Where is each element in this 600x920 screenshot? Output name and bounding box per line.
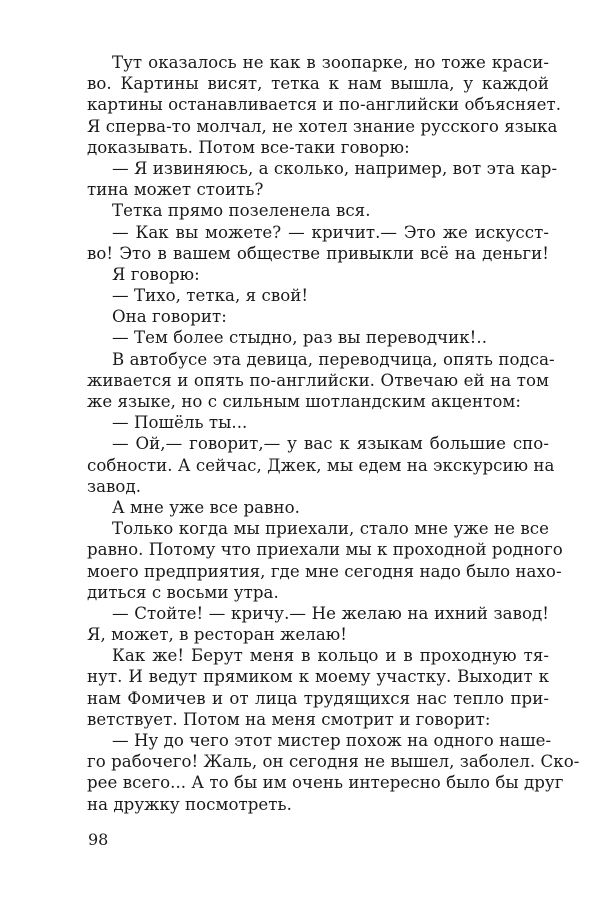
body-text [87, 52, 580, 815]
text-line: ветствует. Потом на меня смотрит и говорит: [87, 709, 491, 729]
text-line: Тетка прямо позеленела вся. [112, 201, 371, 221]
text-line: живается и опять по-английски. Отвечаю ей на том [87, 370, 549, 390]
text-line: равно. Потому что приехали мы к проходной родного [87, 540, 563, 560]
text-line: Я, может, в ресторан желаю! [87, 625, 348, 645]
text-line: Только когда мы приехали, стало мне уже не все [112, 519, 549, 539]
text-line: картины останавливается и по-английски объясняет. [87, 95, 562, 115]
text-line: рее всего... А то бы им очень интересно было бы друг [87, 773, 564, 793]
text-line: Тут оказалось не как в зоопарке, но тоже краси- [112, 53, 549, 72]
text-line: Как же! Берут меня в кольцо и в проходную тя- [112, 646, 549, 666]
text-line: тина может стоить? [87, 180, 264, 200]
text-line: диться с восьми утра. [87, 582, 279, 602]
text-line: нам Фомичев и от лица трудящихся нас тепло при- [87, 688, 549, 708]
text-line: во! Это в вашем обществе привыкли всё на деньги! [87, 243, 549, 263]
text-line: нут. И ведут прямиком к моему участку. Выходит к [87, 667, 549, 687]
text-line: го рабочего! Жаль, он сегодня не вышел, заболел. Ско- [87, 752, 580, 772]
text-line: моего предприятия, где мне сегодня надо было нахо- [87, 561, 562, 581]
text-line: Она говорит: [112, 307, 227, 327]
text-line: — Ой,— говорит,— у вас к языкам большие спо- [112, 434, 549, 454]
text-line: Я говорю: [112, 264, 200, 284]
text-line: — Тихо, тетка, я свой! [112, 286, 309, 306]
text-line: же языке, но с сильным шотландским акцентом: [87, 392, 521, 411]
text-line: завод. [87, 476, 142, 496]
text-line: — Как вы можете? — кричит.— Это же искусст- [112, 222, 549, 242]
text-line: А мне уже все равно. [112, 497, 300, 517]
page-number: 98 [88, 830, 109, 849]
text-line: В автобусе эта девица, переводчица, опять подса- [112, 349, 555, 369]
text-line: — Тем более стыдно, раз вы переводчик!.. [112, 328, 488, 348]
text-line: Я сперва-то молчал, не хотел знание русского языка [87, 116, 558, 136]
text-line: — Ну до чего этот мистер похож на одного наше- [112, 731, 552, 750]
text-line: — Пошёль ты... [112, 413, 248, 433]
text-line: — Я извиняюсь, а сколько, например, вот эта кар- [112, 158, 558, 178]
text-line: на дружку посмотреть. [87, 794, 292, 814]
text-line: доказывать. Потом все-таки говорю: [87, 137, 410, 157]
text-line: — Стойте! — кричу.— Не желаю на ихний завод! [112, 603, 549, 623]
text-line: во. Картины висят, тетка к нам вышла, у каждой [87, 74, 549, 94]
text-line: собности. А сейчас, Джек, мы едем на экскурсию на [87, 455, 555, 475]
